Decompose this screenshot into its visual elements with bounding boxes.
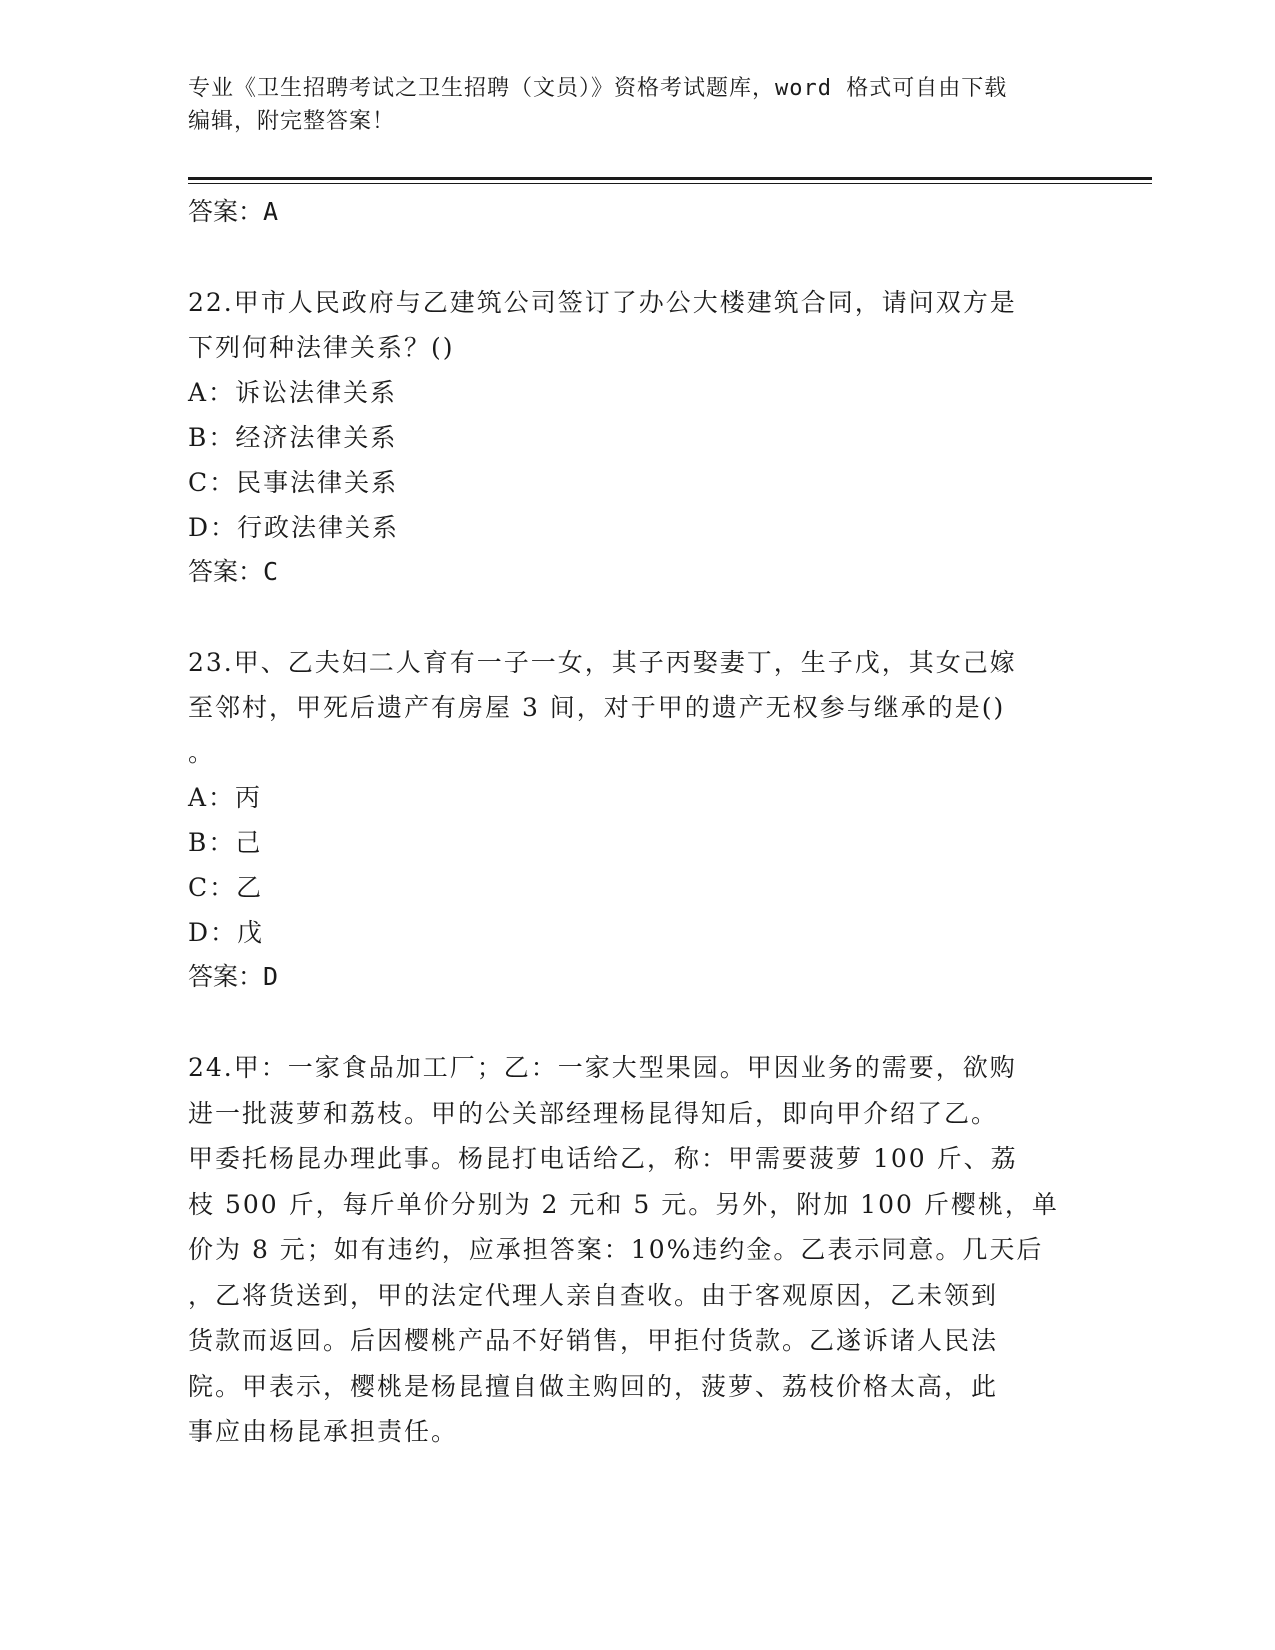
option-b: B：经济法律关系 — [188, 423, 398, 452]
question-stem-line: 23.甲、乙夫妇二人育有一子一女，其子丙娶妻丁，生子戊，其女己嫁 — [188, 648, 1017, 677]
option-a: A：诉讼法律关系 — [188, 378, 398, 407]
option-b: B：己 — [188, 828, 263, 857]
option-c: C：民事法律关系 — [188, 468, 399, 497]
question-stem-line: 事应由杨昆承担责任。 — [188, 1417, 459, 1446]
answer-q21: 答案：A — [188, 197, 279, 226]
question-stem-line: 进一批菠萝和荔枝。甲的公关部经理杨昆得知后，即向甲介绍了乙。 — [188, 1098, 999, 1128]
option-c: C：乙 — [188, 873, 264, 902]
option-d: D：戊 — [188, 918, 265, 947]
question-stem-line: 22.甲市人民政府与乙建筑公司签订了办公大楼建筑合同，请问双方是 — [188, 288, 1017, 317]
answer-q23: 答案：D — [188, 962, 279, 991]
question-stem-line: 院。甲表示，樱桃是杨昆擅自做主购回的，菠萝、荔枝价格太高，此 — [188, 1371, 999, 1401]
answer-q22: 答案：C — [188, 557, 279, 586]
question-23 — [188, 640, 1088, 999]
question-stem-line: ，乙将货送到，甲的法定代理人亲自查收。由于客观原因，乙未领到 — [188, 1280, 999, 1310]
question-stem-line: 甲委托杨昆办理此事。杨昆打电话给乙，称：甲需要菠萝 100 斤、荔 — [188, 1144, 1018, 1173]
question-24 — [188, 1045, 1088, 1455]
question-stem-line: 枝 500 斤，每斤单价分别为 2 元和 5 元。另外，附加 100 斤樱桃，单 — [188, 1189, 1059, 1219]
document-body — [188, 190, 1088, 1455]
header-line-2: 编辑，附完整答案！ — [188, 109, 396, 134]
question-stem-line: 货款而返回。后因樱桃产品不好销售，甲拒付货款。乙遂诉诸人民法 — [188, 1326, 999, 1355]
question-22 — [188, 280, 1088, 594]
question-stem-line: 价为 8 元；如有违约，应承担答案：10%违约金。乙表示同意。几天后 — [188, 1235, 1044, 1264]
document-header — [188, 72, 1068, 138]
header-divider-thin — [188, 183, 1152, 184]
header-divider-thick — [188, 177, 1152, 180]
question-stem-line: 24.甲：一家食品加工厂；乙：一家大型果园。甲因业务的需要，欲购 — [188, 1053, 1017, 1082]
question-stem-line: 。 — [188, 738, 216, 767]
option-a: A：丙 — [188, 783, 263, 812]
option-d: D：行政法律关系 — [188, 513, 400, 542]
header-line-1: 专业《卫生招聘考试之卫生招聘（文员）》资格考试题库，word 格式可自由下载 — [188, 76, 1008, 101]
question-stem-line: 至邻村，甲死后遗产有房屋 3 间，对于甲的遗产无权参与继承的是() — [188, 693, 1006, 722]
question-stem-line: 下列何种法律关系？() — [188, 333, 455, 362]
